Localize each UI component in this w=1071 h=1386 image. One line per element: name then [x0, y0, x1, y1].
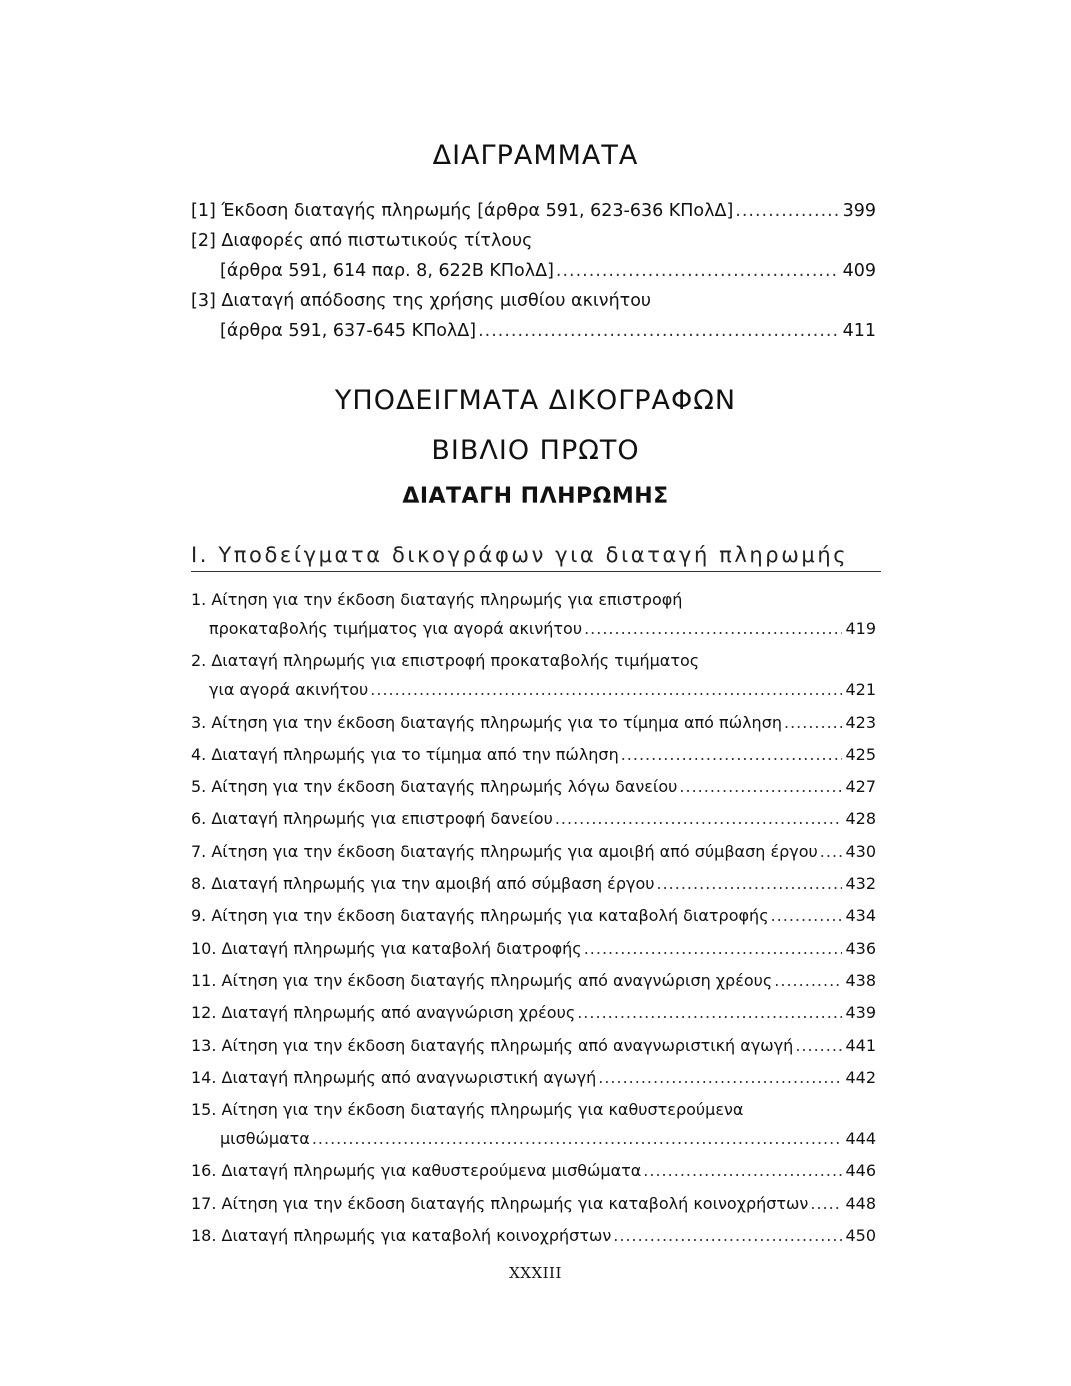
entry-text: 15. Αίτηση για την έκδοση διαταγής πληρωμής για καθυστερούμενα: [191, 1100, 744, 1120]
page-number: 411: [842, 321, 876, 341]
page-number: 436: [845, 938, 876, 958]
page-number: 432: [845, 874, 876, 894]
page-number: 450: [845, 1226, 876, 1246]
entry-text: 10. Διαταγή πληρωμής για καταβολή διατροφής: [191, 938, 582, 958]
toc-entry: [191, 966, 876, 995]
entry-text-continued: προκαταβολής τιμήματος για αγορά ακινήτου: [209, 619, 583, 638]
toc-entry: [191, 740, 876, 769]
dot-leader: [584, 614, 842, 643]
toc-entry: [191, 837, 876, 866]
entry-text: [3] Διαταγή απόδοσης της χρήσης μισθίου ακινήτου: [191, 291, 652, 311]
order-heading: ΔΙΑΤΑΓΗ ΠΛΗΡΩΜΗΣ: [402, 484, 669, 509]
page-number: 409: [842, 261, 876, 281]
page-number-footer: XXXIII: [509, 1264, 562, 1282]
section-title: Ι. Υποδείγματα δικογράφων για διαταγή πληρωμής: [191, 543, 881, 572]
toc-entry: [191, 772, 876, 801]
page-number: 434: [845, 906, 876, 926]
dot-leader: [555, 804, 843, 833]
entry-text: 12. Διαταγή πληρωμής από αναγνώριση χρέους: [191, 1003, 576, 1023]
page-number: 419: [845, 619, 876, 638]
entry-text-continued: [άρθρα 591, 614 παρ. 8, 622Β ΚΠολΔ]: [220, 261, 554, 281]
dot-leader: [613, 1221, 842, 1250]
page-number: 423: [845, 712, 876, 732]
page-number: 442: [845, 1067, 876, 1087]
page-number: 444: [845, 1129, 876, 1149]
dot-leader: [621, 740, 843, 769]
toc-entry: [191, 901, 876, 930]
dot-leader: [735, 196, 839, 226]
entry-text: [2] Διαφορές από πιστωτικούς τίτλους: [191, 231, 533, 251]
page-number: 448: [845, 1193, 876, 1213]
book-heading: ΒΙΒΛΙΟ ΠΡΩΤΟ: [431, 435, 640, 466]
dot-leader: [784, 708, 842, 737]
toc-entry: [191, 804, 876, 833]
toc-entry: [191, 646, 876, 704]
dot-leader: [643, 1156, 842, 1185]
toc-entry: [191, 934, 876, 963]
entry-text: [1] Έκδοση διαταγής πληρωμής [άρθρα 591, 623-636 ΚΠολΔ]: [191, 201, 734, 221]
toc-entry: [191, 869, 876, 898]
entry-text-continued: για αγορά ακινήτου: [209, 680, 369, 700]
dot-leader: [370, 675, 842, 704]
toc-entry: [191, 708, 876, 737]
toc-entry: [191, 1156, 876, 1185]
diagram-entry: [191, 226, 876, 286]
diagram-entry: [191, 286, 876, 346]
entry-text: 16. Διαταγή πληρωμής για καθυστερούμενα μισθώματα: [191, 1161, 642, 1181]
diagram-list: [191, 196, 876, 346]
toc-entry: [191, 1189, 876, 1218]
dot-leader: [795, 1031, 842, 1060]
page-number: 439: [845, 1003, 876, 1023]
entry-text-continued: μισθώματα: [220, 1129, 310, 1149]
entry-text: 5. Αίτηση για την έκδοση διαταγής πληρωμής λόγω δανείου: [191, 777, 678, 797]
samples-heading: ΥΠΟΔΕΙΓΜΑΤΑ ΔΙΚΟΓΡΑΦΩΝ: [334, 385, 737, 416]
toc-entry: [191, 1031, 876, 1060]
toc-entry: [191, 1063, 876, 1092]
page-number: 438: [845, 970, 876, 990]
page-number: 428: [845, 809, 876, 829]
dot-leader: [478, 316, 840, 346]
dot-leader: [679, 772, 842, 801]
page-number: 441: [845, 1035, 876, 1055]
entry-text: 4. Διαταγή πληρωμής για το τίμημα από την πώληση: [191, 744, 619, 764]
entry-text: 14. Διαταγή πληρωμής από αναγνωριστική αγωγή: [191, 1067, 597, 1087]
dot-leader: [774, 966, 842, 995]
page-number: 399: [842, 201, 876, 221]
dot-leader: [810, 1189, 842, 1218]
toc-list: [191, 585, 876, 1253]
entry-text: 18. Διαταγή πληρωμής για καταβολή κοινοχρήστων: [191, 1226, 612, 1246]
dot-leader: [584, 934, 843, 963]
entry-text: 3. Αίτηση για την έκδοση διαταγής πληρωμής για το τίμημα από πώληση: [191, 712, 782, 732]
toc-entry: [191, 1221, 876, 1250]
toc-entry: [191, 998, 876, 1027]
dot-leader: [771, 901, 843, 930]
entry-text: 8. Διαταγή πληρωμής για την αμοιβή από σύμβαση έργου: [191, 874, 655, 894]
page-number: 421: [845, 680, 876, 700]
entry-text-continued: [άρθρα 591, 637-645 ΚΠολΔ]: [220, 321, 477, 341]
entry-text: 2. Διαταγή πληρωμής για επιστροφή προκαταβολής τιμήματος: [191, 651, 700, 671]
entry-text: 11. Αίτηση για την έκδοση διαταγής πληρωμής από αναγνώριση χρέους: [191, 970, 773, 990]
toc-entry: [191, 1095, 876, 1153]
diagram-entry: [191, 196, 876, 226]
entry-text: 17. Αίτηση για την έκδοση διαταγής πληρωμής για καταβολή κοινοχρήστων: [191, 1193, 809, 1213]
entry-text: 13. Αίτηση για την έκδοση διαταγής πληρωμής από αναγνωριστική αγωγή: [191, 1035, 794, 1055]
dot-leader: [577, 998, 842, 1027]
entry-text: 9. Αίτηση για την έκδοση διαταγής πληρωμής για καταβολή διατροφής: [191, 906, 769, 926]
dot-leader: [556, 256, 840, 286]
dot-leader: [312, 1124, 843, 1153]
dot-leader: [820, 837, 843, 866]
page-number: 430: [845, 841, 876, 861]
diagrams-heading: ΔΙΑΓΡΑΜΜΑΤΑ: [432, 140, 639, 171]
dot-leader: [656, 869, 842, 898]
page-number: 425: [845, 744, 876, 764]
page-number: 446: [845, 1161, 876, 1181]
page-number: 427: [845, 777, 876, 797]
entry-text: 1. Αίτηση για την έκδοση διαταγής πληρωμής για επιστροφή: [191, 590, 683, 609]
entry-text: 7. Αίτηση για την έκδοση διαταγής πληρωμής για αμοιβή από σύμβαση έργου: [191, 841, 818, 861]
entry-text: 6. Διαταγή πληρωμής για επιστροφή δανείου: [191, 809, 553, 829]
dot-leader: [598, 1063, 842, 1092]
toc-entry: [191, 585, 876, 643]
